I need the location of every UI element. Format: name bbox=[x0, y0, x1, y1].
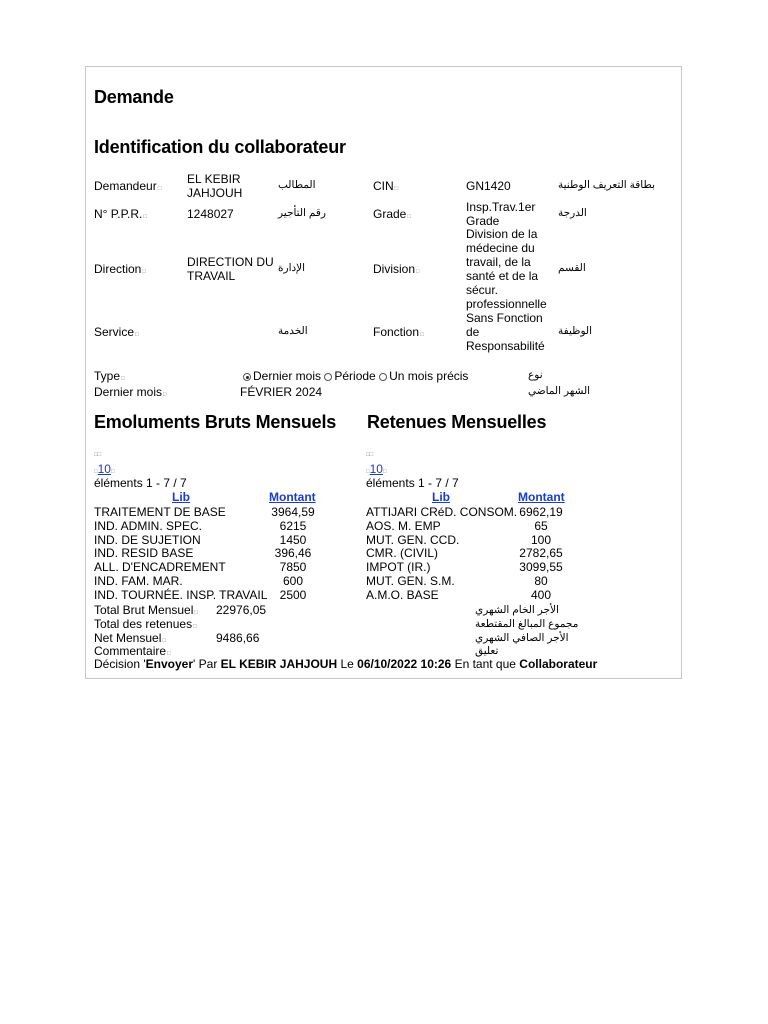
table-row-lib: IMPOT (IR.) bbox=[366, 560, 431, 575]
direction-label: Direction□ bbox=[94, 262, 146, 276]
table-row-lib: IND. RESID BASE bbox=[94, 546, 194, 561]
table-row-lib: IND. ADMIN. SPEC. bbox=[94, 518, 203, 533]
table-row-lib: ALL. D'ENCADREMENT bbox=[94, 560, 226, 575]
total-ar: تعليق bbox=[475, 645, 499, 658]
dernier-mois-ar: الشهر الماضي bbox=[528, 385, 591, 397]
type-ar: نوع bbox=[528, 369, 543, 381]
identification-heading: Identification du collaborateur bbox=[94, 137, 346, 157]
table-row-montant: 100 bbox=[530, 532, 552, 547]
table-row-montant: 65 bbox=[534, 518, 548, 533]
grade-label: Grade□ bbox=[373, 207, 411, 221]
ppr-label: N° P.P.R.□ bbox=[94, 207, 148, 221]
grade-ar: الدرجة bbox=[558, 207, 587, 219]
fonction-label: Fonction□ bbox=[373, 325, 424, 339]
table-row-montant: 1450 bbox=[279, 532, 307, 547]
total-ar: الأجر الصافي الشهري bbox=[475, 631, 569, 644]
radio-un-mois-precis[interactable]: Un mois précis bbox=[379, 369, 468, 383]
type-radio-group bbox=[243, 369, 468, 383]
retenues-col-lib[interactable]: Lib bbox=[432, 490, 450, 504]
direction-value: DIRECTION DU TRAVAIL bbox=[187, 255, 274, 283]
table-row-lib: ATTIJARI CRéD. CONSOM. bbox=[366, 505, 518, 519]
fonction-value: Sans Fonction de Responsabilité bbox=[466, 311, 545, 353]
retenues-toolbar-icon: □□ bbox=[366, 452, 374, 458]
table-row-lib: TRAITEMENT DE BASE bbox=[94, 505, 226, 519]
table-row-lib: IND. DE SUJETION bbox=[94, 532, 201, 547]
total-label: Total Brut Mensuel□ bbox=[94, 603, 199, 617]
total-label: Total des retenues□ bbox=[94, 616, 197, 631]
total-label: Commentaire□ bbox=[94, 644, 171, 659]
demandeur-value: EL KEBIR JAHJOUH bbox=[187, 172, 243, 200]
table-row-montant: 600 bbox=[282, 574, 304, 588]
retenues-count: éléments 1 - 7 / 7 bbox=[366, 476, 459, 490]
table-row-montant: 6215 bbox=[279, 518, 307, 533]
dernier-mois-label: Dernier mois□ bbox=[94, 385, 167, 399]
total-label: Net Mensuel□ bbox=[94, 630, 166, 645]
table-row-lib: MUT. GEN. S.M. bbox=[366, 574, 455, 588]
total-ar: مجموع المبالغ المقتطعة bbox=[475, 617, 579, 630]
radio-dernier-mois[interactable]: Dernier mois bbox=[243, 369, 321, 383]
emoluments-toolbar-icon: □□ bbox=[94, 452, 102, 458]
fonction-ar: الوظيفة bbox=[558, 325, 593, 337]
table-row-lib: MUT. GEN. CCD. bbox=[366, 532, 460, 547]
emoluments-heading: Emoluments Bruts Mensuels bbox=[94, 412, 337, 432]
page-title: Demande bbox=[94, 87, 174, 107]
grade-value: Insp.Trav.1er Grade bbox=[466, 200, 536, 228]
emoluments-count: éléments 1 - 7 / 7 bbox=[94, 476, 187, 490]
table-row-montant: 396,46 bbox=[274, 546, 312, 561]
cin-value: GN1420 bbox=[466, 179, 511, 193]
table-row-lib: IND. FAM. MAR. bbox=[94, 574, 183, 588]
division-ar: القسم bbox=[558, 262, 586, 274]
emoluments-page-size[interactable]: □10□ bbox=[94, 462, 115, 476]
table-row-lib: AOS. M. EMP bbox=[366, 518, 441, 533]
direction-ar: الإدارة bbox=[278, 262, 306, 274]
decision-line: Décision 'Envoyer' Par EL KEBIR JAHJOUH Le 06/10/2022 10:26 En tant que Collaborateur bbox=[94, 657, 598, 671]
ppr-value: 1248027 bbox=[187, 207, 234, 221]
type-label: Type□ bbox=[94, 369, 125, 383]
demandeur-label: Demandeur□ bbox=[94, 179, 162, 193]
dernier-mois-value: FÉVRIER 2024 bbox=[240, 385, 323, 399]
service-ar: الخدمة bbox=[278, 325, 308, 337]
total-value: 22976,05 bbox=[216, 603, 267, 617]
emoluments-col-lib[interactable]: Lib bbox=[172, 490, 190, 504]
table-row-lib: A.M.O. BASE bbox=[366, 587, 439, 602]
table-row-montant: 3964,59 bbox=[271, 505, 315, 519]
total-value: 9486,66 bbox=[216, 630, 260, 645]
emoluments-col-montant[interactable]: Montant bbox=[269, 490, 316, 504]
radio-unselected-icon bbox=[379, 373, 387, 381]
table-row-lib: CMR. (CIVIL) bbox=[366, 546, 438, 561]
table-row-montant: 7850 bbox=[279, 560, 307, 575]
service-label: Service□ bbox=[94, 325, 139, 339]
table-row-lib: IND. TOURNÉE. INSP. TRAVAIL bbox=[94, 587, 268, 602]
table-row-montant: 400 bbox=[530, 587, 552, 602]
cin-label: CIN□ bbox=[373, 179, 399, 193]
table-row-montant: 6962,19 bbox=[519, 505, 563, 519]
table-row-montant: 2500 bbox=[279, 587, 307, 602]
retenues-heading: Retenues Mensuelles bbox=[367, 412, 547, 432]
table-row-montant: 2782,65 bbox=[519, 546, 563, 561]
total-ar: الأجر الخام الشهري bbox=[475, 604, 559, 616]
cin-ar: بطاقة التعريف الوطنية bbox=[558, 179, 656, 191]
radio-unselected-icon bbox=[324, 373, 332, 381]
retenues-page-size[interactable]: □10□ bbox=[366, 462, 387, 476]
radio-selected-icon bbox=[243, 373, 251, 381]
retenues-col-montant[interactable]: Montant bbox=[518, 490, 565, 504]
demandeur-ar: المطالب bbox=[278, 179, 316, 191]
table-row-montant: 3099,55 bbox=[519, 560, 563, 575]
radio-periode[interactable]: Période bbox=[324, 369, 375, 383]
division-label: Division□ bbox=[373, 262, 420, 276]
division-value: Division de la médecine du travail, de la santé et de la sécur. professionnelle bbox=[466, 227, 547, 311]
table-row-montant: 80 bbox=[534, 574, 548, 588]
ppr-ar: رقم التأجير bbox=[278, 207, 326, 219]
